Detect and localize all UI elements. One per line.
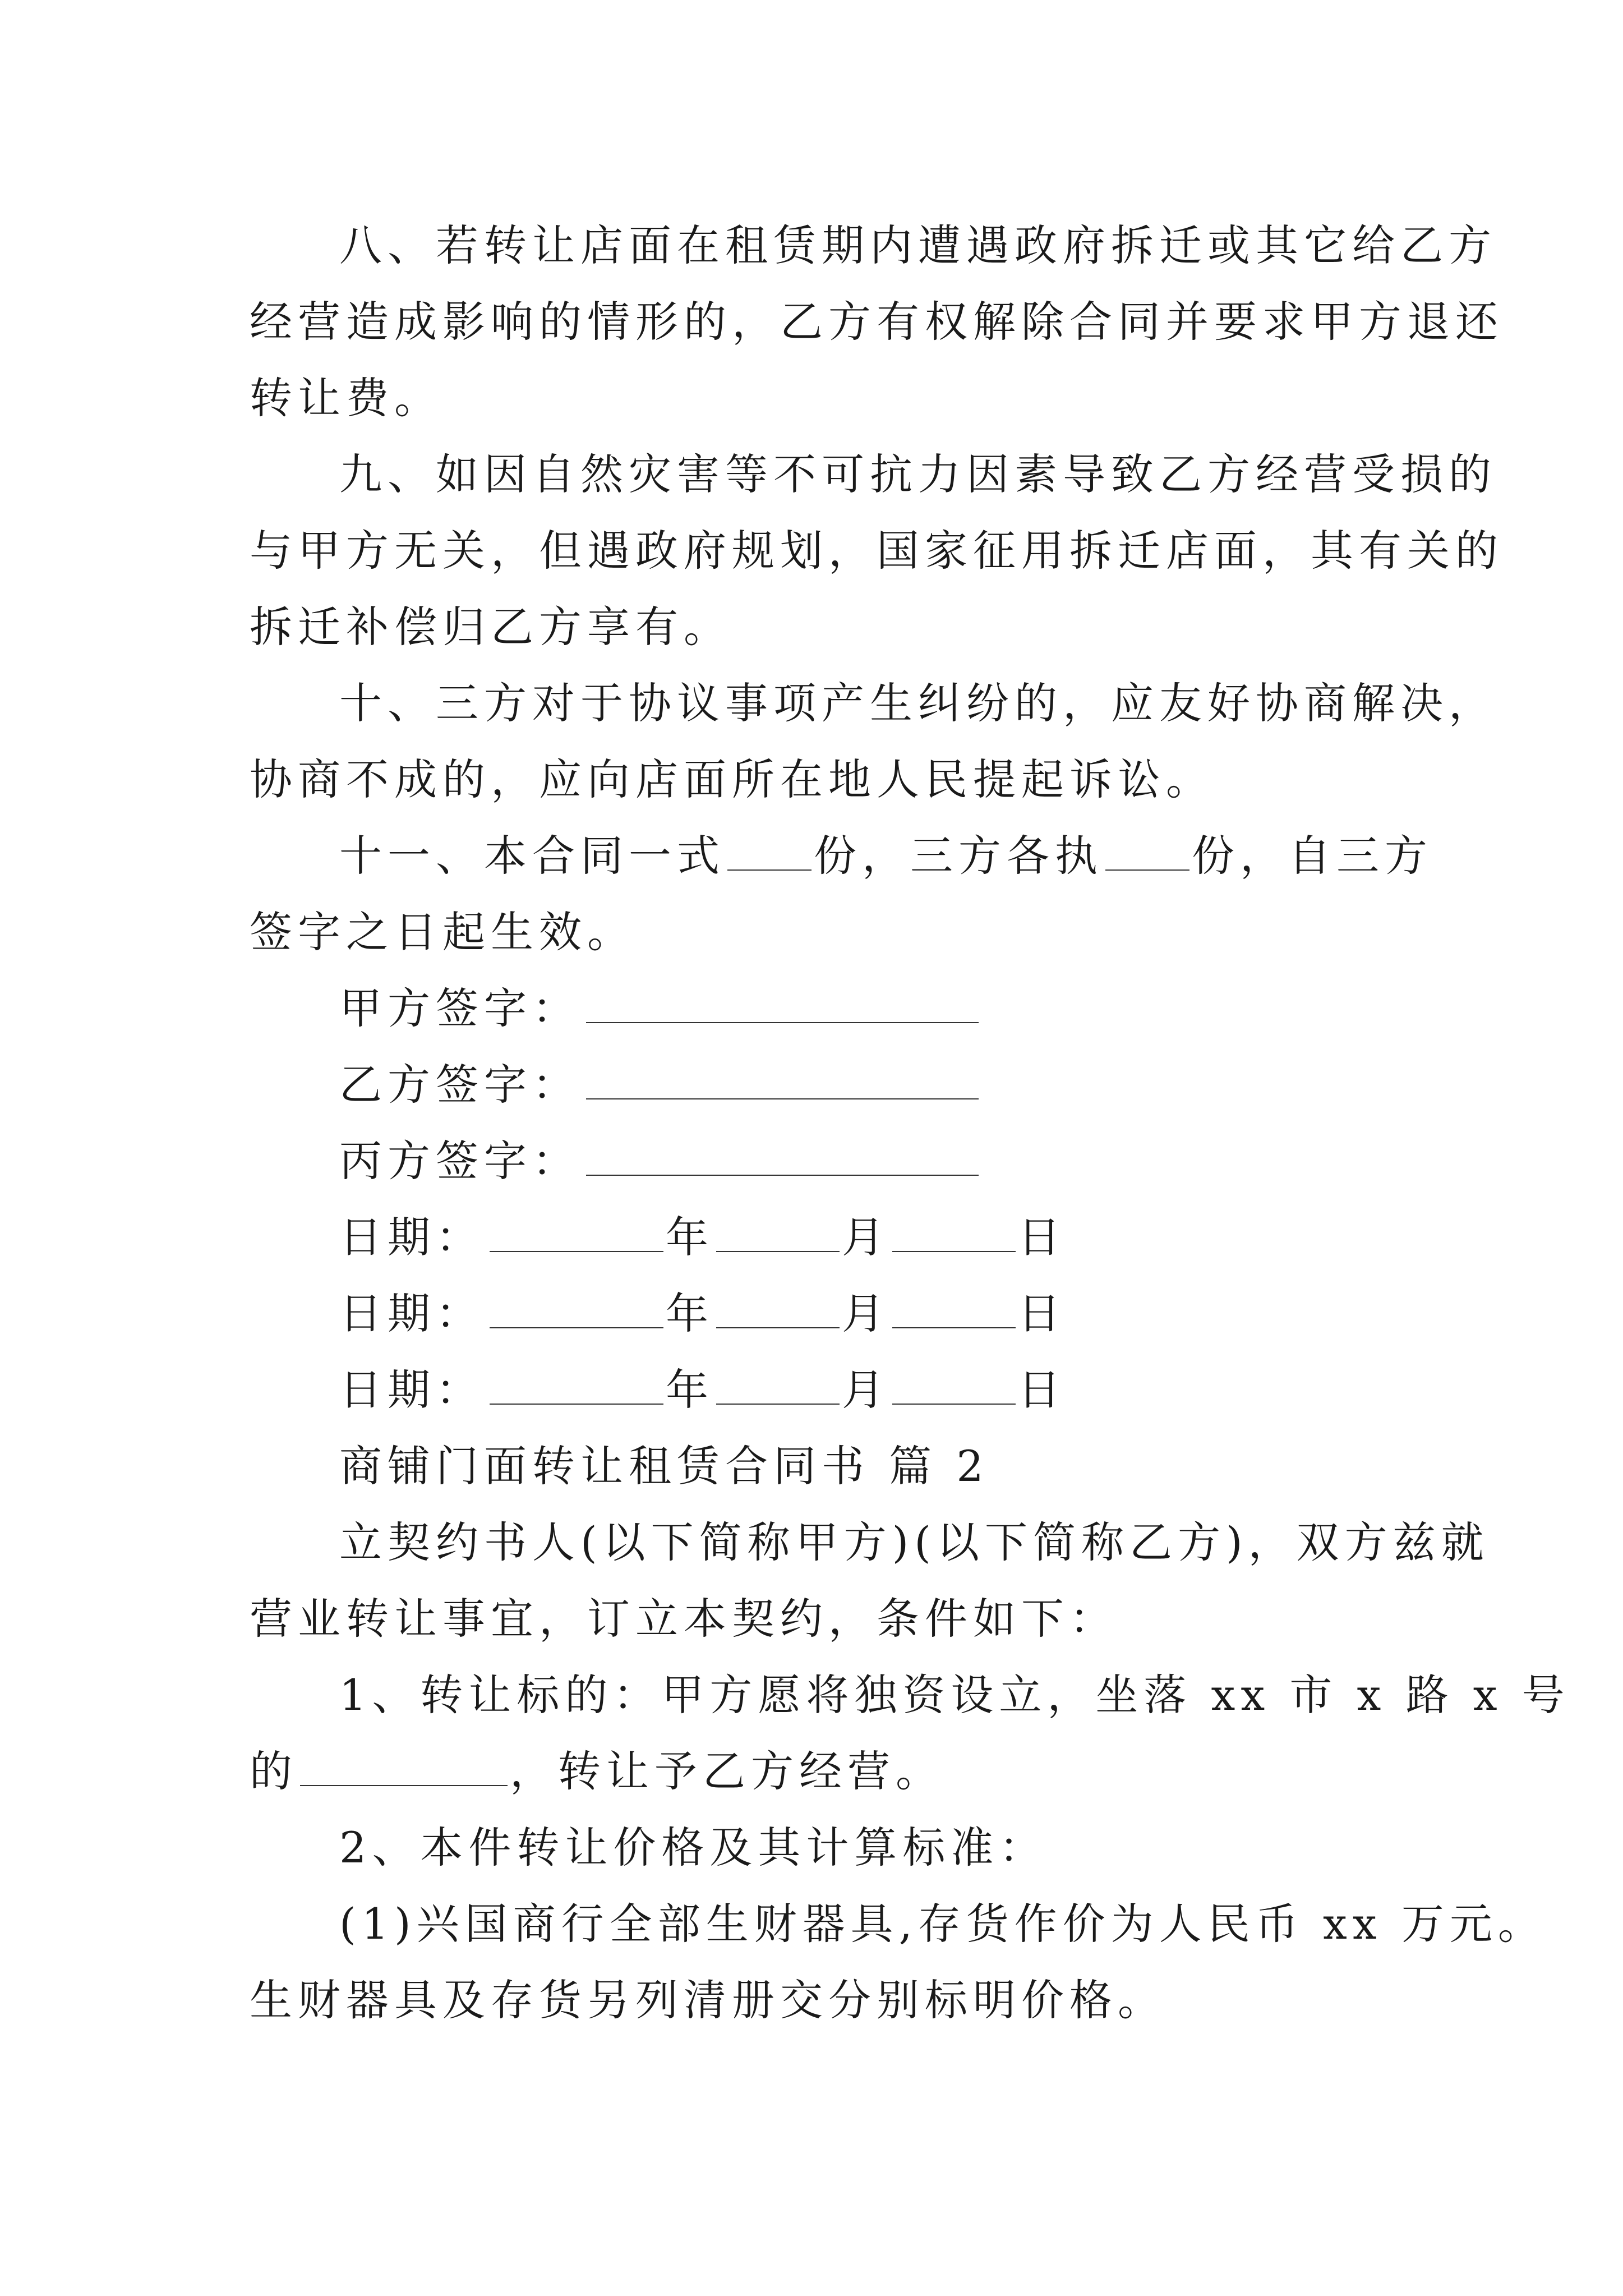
date-year-label: 年 — [666, 1289, 714, 1338]
item-1-line-2 — [250, 1733, 1388, 1810]
item-2: 2、本件转让价格及其计算标准： — [339, 1823, 1048, 1872]
date-month-label: 月 — [842, 1212, 890, 1262]
date-label: 日期： — [339, 1289, 484, 1338]
date-line-3 — [250, 1352, 1388, 1428]
clause-11-line-2: 签字之日起生效。 — [250, 907, 635, 957]
date-day-blank — [892, 1211, 1016, 1252]
transfer-object-blank — [300, 1745, 508, 1786]
date-day-blank — [892, 1287, 1016, 1328]
date-day-label: 日 — [1018, 1289, 1066, 1338]
signature-party-a — [250, 970, 1388, 1047]
clause-9-line-3: 拆迁补偿归乙方享有。 — [250, 602, 732, 652]
document-body — [250, 208, 1570, 2039]
date-line-1 — [250, 1199, 1388, 1276]
signature-party-a-label: 甲方签字： — [339, 983, 580, 1033]
date-month-blank — [716, 1211, 840, 1252]
clause-8-line-1: 八、若转让店面在租赁期内遭遇政府拆迁或其它给乙方 — [339, 220, 1497, 270]
signature-party-c-blank — [586, 1134, 979, 1176]
clause-11-text-a: 十一、本合同一式 — [339, 831, 725, 881]
item-2-1-line-2: 生财器具及存货另列清册交分别标明价格。 — [250, 1975, 1166, 2025]
signature-party-c — [250, 1123, 1388, 1199]
clause-10-line-1: 十、三方对于协议事项产生纠纷的，应友好协商解决， — [339, 678, 1497, 728]
date-year-blank — [490, 1287, 663, 1328]
date-year-blank — [490, 1363, 663, 1405]
date-line-2 — [250, 1276, 1388, 1352]
date-year-blank — [490, 1211, 663, 1252]
clause-9-line-1: 九、如因自然灾害等不可抗力因素导致乙方经营受损的 — [339, 449, 1497, 499]
signature-party-b-label: 乙方签字： — [339, 1060, 580, 1110]
section-2-intro-line-2: 营业转让事宜，订立本契约，条件如下： — [250, 1594, 1118, 1644]
item-1-line-1: 1、转让标的：甲方愿将独资设立，坐落 xx 市 x 路 x 号 — [339, 1670, 1570, 1720]
date-year-label: 年 — [666, 1365, 714, 1415]
date-day-label: 日 — [1018, 1212, 1066, 1262]
clause-8-line-2: 经营造成影响的情形的，乙方有权解除合同并要求甲方退还 — [250, 297, 1504, 347]
clause-10-line-2: 协商不成的，应向店面所在地人民提起诉讼。 — [250, 754, 1214, 804]
signature-party-b — [250, 1047, 1388, 1123]
date-year-label: 年 — [666, 1212, 714, 1262]
date-day-label: 日 — [1018, 1365, 1066, 1415]
copies-total-blank — [727, 829, 811, 871]
section-2-heading: 商铺门面转让租赁合同书 篇 2 — [339, 1441, 989, 1491]
date-label: 日期： — [339, 1365, 484, 1415]
item-2-1-line-1: (1)兴国商行全部生财器具,存货作价为人民币 xx 万元。 — [339, 1899, 1546, 1949]
date-month-label: 月 — [842, 1289, 890, 1338]
date-day-blank — [892, 1363, 1016, 1405]
clause-8-line-3: 转让费。 — [250, 373, 442, 423]
signature-party-a-blank — [586, 982, 979, 1023]
date-month-label: 月 — [842, 1365, 890, 1415]
date-label: 日期： — [339, 1212, 484, 1262]
clause-11-text-b: 份，三方各执 — [814, 831, 1103, 881]
copies-each-blank — [1105, 829, 1189, 871]
clause-11-text-c: 份，自三方 — [1192, 831, 1433, 881]
clause-9-line-2: 与甲方无关，但遇政府规划，国家征用拆迁店面，其有关的 — [250, 526, 1504, 576]
item-1-text-a: 的 — [250, 1746, 298, 1796]
signature-party-c-label: 丙方签字： — [339, 1136, 580, 1186]
section-2-intro-line-1: 立契约书人(以下简称甲方)(以下简称乙方)，双方兹就 — [339, 1517, 1490, 1567]
date-month-blank — [716, 1363, 840, 1405]
item-1-text-b: ，转让予乙方经营。 — [510, 1746, 944, 1796]
signature-party-b-blank — [586, 1058, 979, 1099]
date-month-blank — [716, 1287, 840, 1328]
clause-11-line-1 — [250, 818, 1433, 894]
